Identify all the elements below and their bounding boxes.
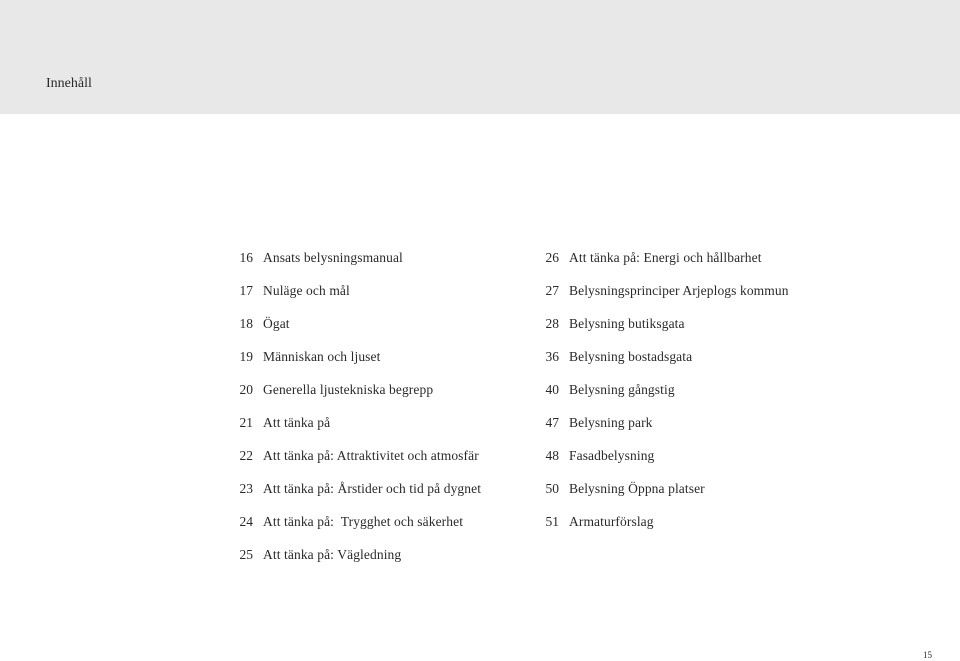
- toc-label: Belysning butiksgata: [569, 316, 685, 331]
- toc-label: Att tänka på: Årstider och tid på dygnet: [263, 481, 482, 496]
- toc-entry[interactable]: [538, 381, 838, 414]
- toc-label: Människan och ljuset: [263, 349, 381, 364]
- toc-label: Belysning bostadsgata: [569, 349, 693, 364]
- toc-entry[interactable]: [232, 414, 522, 447]
- toc-entry[interactable]: [538, 414, 838, 447]
- toc-label: Belysningsprinciper Arjeplogs kommun: [569, 283, 789, 298]
- toc-entry[interactable]: [538, 513, 838, 546]
- toc-label: Att tänka på: Energi och hållbarhet: [569, 250, 762, 265]
- toc-page-number: 28: [545, 316, 559, 331]
- toc-entry[interactable]: [538, 348, 838, 381]
- toc-entry[interactable]: [232, 348, 522, 381]
- toc-page-number: 26: [545, 250, 559, 265]
- toc-label: Ansats belysningsmanual: [263, 250, 403, 265]
- toc-page-number: 24: [239, 514, 253, 529]
- toc-entry[interactable]: [538, 447, 838, 480]
- toc-entry[interactable]: [538, 282, 838, 315]
- page-number: 15: [923, 650, 932, 660]
- toc-entry[interactable]: [232, 315, 522, 348]
- toc-column-right: [538, 249, 838, 546]
- toc-label: Armaturförslag: [569, 514, 654, 529]
- toc-entry[interactable]: [232, 546, 522, 579]
- toc-page-number: 40: [545, 382, 559, 397]
- toc-page-number: 50: [545, 481, 559, 496]
- toc-label: Att tänka på: [263, 415, 331, 430]
- toc-page-number: 22: [239, 448, 253, 463]
- toc-label: Ögat: [263, 316, 290, 331]
- toc-page-number: 21: [239, 415, 253, 430]
- toc-page-number: 51: [545, 514, 559, 529]
- toc-page-number: 17: [239, 283, 253, 298]
- toc-label: Generella ljustekniska begrepp: [263, 382, 434, 397]
- toc-page-number: 16: [239, 250, 253, 265]
- toc-label: Belysning Öppna platser: [569, 481, 705, 496]
- toc-entry[interactable]: [538, 480, 838, 513]
- toc-page-number: 36: [545, 349, 559, 364]
- toc-entry[interactable]: [232, 447, 522, 480]
- toc-entry[interactable]: [232, 480, 522, 513]
- toc-column-left: [232, 249, 522, 579]
- toc-label: Belysning park: [569, 415, 653, 430]
- toc-entry[interactable]: [538, 315, 838, 348]
- toc-label: Att tänka på: Vägledning: [263, 547, 402, 562]
- toc-page-number: 27: [545, 283, 559, 298]
- toc-page-number: 48: [545, 448, 559, 463]
- toc-label: Nuläge och mål: [263, 283, 350, 298]
- toc-page-number: 23: [239, 481, 253, 496]
- toc-entry[interactable]: [232, 282, 522, 315]
- toc-page-number: 20: [239, 382, 253, 397]
- toc-page-number: 25: [239, 547, 253, 562]
- toc-entry[interactable]: [538, 249, 838, 282]
- toc-entry[interactable]: [232, 381, 522, 414]
- toc-label: Fasadbelysning: [569, 448, 655, 463]
- toc-page-number: 18: [239, 316, 253, 331]
- toc-page-number: 19: [239, 349, 253, 364]
- page-title: Innehåll: [46, 76, 92, 91]
- toc-label: Att tänka på: Trygghet och säkerhet: [263, 514, 464, 529]
- header-band: [0, 0, 960, 114]
- toc-label: Belysning gångstig: [569, 382, 675, 397]
- toc-entry[interactable]: [232, 513, 522, 546]
- toc-label: Att tänka på: Attraktivitet och atmosfär: [263, 448, 479, 463]
- toc-page-number: 47: [545, 415, 559, 430]
- toc-entry[interactable]: [232, 249, 522, 282]
